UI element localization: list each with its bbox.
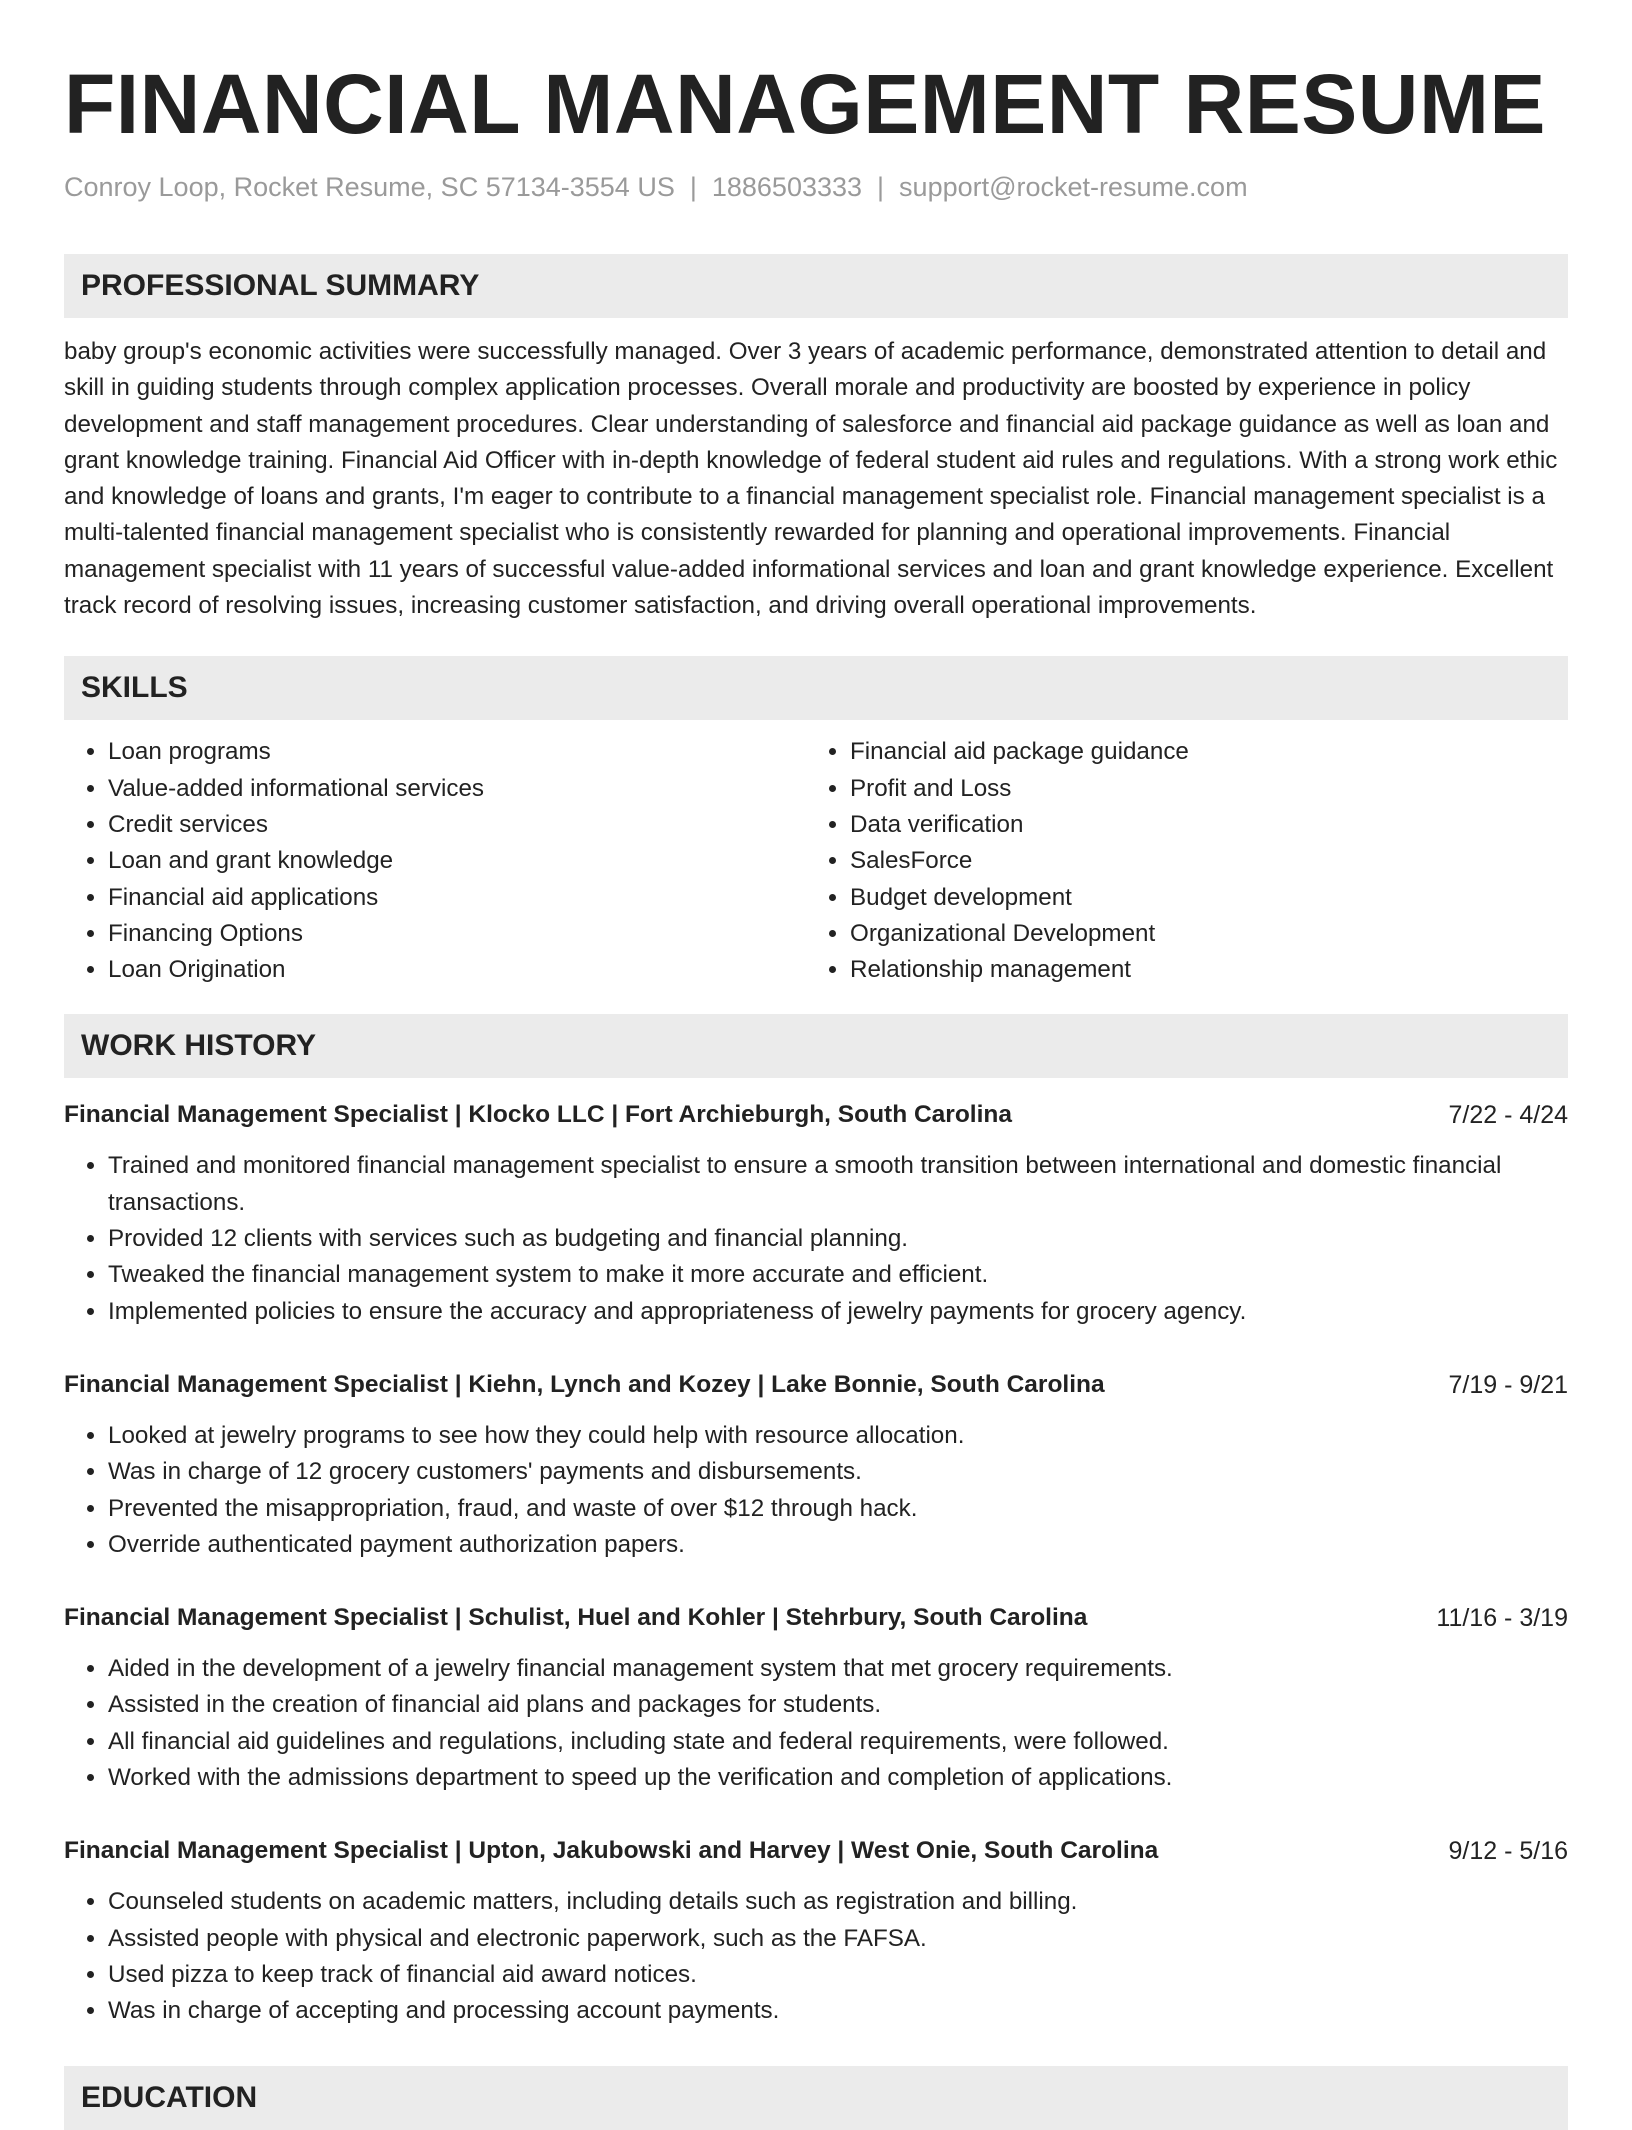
job-entry	[64, 1098, 1568, 1329]
job-bullet: • Override authenticated payment authorization papers.	[108, 1527, 1568, 1563]
job-header	[64, 1601, 1568, 1635]
summary-text: baby group's economic activities were successfully managed. Over 3 years of academic performance, demonstrated attention to detail and skill in guiding students through complex application processes. Overall morale and productivity are boosted by experience in policy development and staff management procedures. Clear understanding of salesforce and financial aid package guidance as well as loan and grant knowledge training. Financial Aid Officer with in-depth knowledge of federal student aid rules and regulations. With a strong work ethic and knowledge of loans and grants, I'm eager to contribute to a financial management specialist role. Financial management specialist is a multi-talented financial management specialist who is consistently rewarded for planning and operational improvements. Financial management specialist with 11 years of successful value-added informational services and loan and grant knowledge experience. Excellent track record of resolving issues, increasing customer satisfaction, and driving overall operational improvements.	[64, 338, 1558, 620]
skill-item: • Organizational Development	[850, 916, 1548, 952]
job-title: Financial Management Specialist | Schulist, Huel and Kohler | Stehrbury, South Carolina	[64, 1604, 1088, 1632]
contact-phone: 1886503333	[711, 172, 863, 202]
skill-item: • Budget development	[850, 880, 1548, 916]
contact-address: Conroy Loop, Rocket Resume, SC 57134-3554 US	[64, 172, 675, 202]
job-entry	[64, 1834, 1568, 2029]
job-title: Financial Management Specialist | Upton, Jakubowski and Harvey | West Onie, South Carolina	[64, 1837, 1159, 1865]
job-bullet: • Worked with the admissions department to speed up the verification and completion of applications.	[108, 1760, 1568, 1796]
job-entry	[64, 1368, 1568, 1563]
job-bullets	[64, 1418, 1568, 1563]
skill-item: • Loan and grant knowledge	[108, 843, 806, 879]
skill-item: • Loan programs	[108, 734, 806, 770]
skill-item: • Financing Options	[108, 916, 806, 952]
skill-item: • Profit and Loss	[850, 771, 1548, 807]
skill-item: • Relationship management	[850, 952, 1548, 988]
section-heading-education: EDUCATION	[64, 2066, 1568, 2130]
job-title: Financial Management Specialist | Kiehn, Lynch and Kozey | Lake Bonnie, South Carolina	[64, 1370, 1105, 1398]
job-dates: 11/16 - 3/19	[1436, 1604, 1568, 1633]
job-bullet: • Aided in the development of a jewelry financial management system that met grocery requirements.	[108, 1651, 1568, 1687]
resume-title: FINANCIAL MANAGEMENT RESUME	[64, 57, 1546, 151]
skill-item: • Financial aid applications	[108, 880, 806, 916]
job-bullet: • Implemented policies to ensure the accuracy and appropriateness of jewelry payments for grocery agency.	[108, 1294, 1568, 1330]
skill-item: • Financial aid package guidance	[850, 734, 1548, 770]
job-bullets	[64, 1884, 1568, 2029]
job-bullet: • Prevented the misappropriation, fraud, and waste of over $12 through hack.	[108, 1491, 1568, 1527]
section-heading-work-history: WORK HISTORY	[64, 1014, 1568, 1078]
skills-column-right	[806, 734, 1548, 988]
job-bullet: • Looked at jewelry programs to see how they could help with resource allocation.	[108, 1418, 1568, 1454]
job-bullet: • Assisted people with physical and electronic paperwork, such as the FAFSA.	[108, 1921, 1568, 1957]
job-bullet: • Used pizza to keep track of financial aid award notices.	[108, 1957, 1568, 1993]
job-dates: 9/12 - 5/16	[1448, 1837, 1568, 1866]
contact-email: support@rocket-resume.com	[899, 172, 1248, 202]
job-dates: 7/19 - 9/21	[1448, 1370, 1568, 1399]
skill-item: • SalesForce	[850, 843, 1548, 879]
job-dates: 7/22 - 4/24	[1448, 1101, 1568, 1130]
section-heading-skills: SKILLS	[64, 656, 1568, 720]
job-bullet: • All financial aid guidelines and regulations, including state and federal requirements, were followed.	[108, 1724, 1568, 1760]
contact-line	[64, 170, 1568, 204]
skill-item: • Data verification	[850, 807, 1548, 843]
job-bullet: • Counseled students on academic matters, including details such as registration and billing.	[108, 1884, 1568, 1920]
job-bullet: • Tweaked the financial management system to make it more accurate and efficient.	[108, 1257, 1568, 1293]
job-title: Financial Management Specialist | Klocko LLC | Fort Archieburgh, South Carolina	[64, 1101, 1013, 1129]
job-bullets	[64, 1148, 1568, 1329]
job-bullet: • Was in charge of 12 grocery customers' payments and disbursements.	[108, 1454, 1568, 1490]
job-header	[64, 1834, 1568, 1868]
job-bullet: • Provided 12 clients with services such as budgeting and financial planning.	[108, 1221, 1568, 1257]
skills-list	[64, 734, 1568, 988]
job-bullet: • Assisted in the creation of financial aid plans and packages for students.	[108, 1687, 1568, 1723]
skills-column-left	[64, 734, 806, 988]
job-bullet: • Trained and monitored financial management specialist to ensure a smooth transition between international and domestic financial transactions.	[108, 1148, 1568, 1221]
skill-item: • Credit services	[108, 807, 806, 843]
section-heading-summary: PROFESSIONAL SUMMARY	[64, 254, 1568, 318]
job-bullets	[64, 1651, 1568, 1796]
skill-item: • Loan Origination	[108, 952, 806, 988]
job-entry	[64, 1601, 1568, 1796]
job-header	[64, 1098, 1568, 1132]
contact-separator: |	[877, 172, 885, 202]
job-bullet: • Was in charge of accepting and processing account payments.	[108, 1993, 1568, 2029]
skill-item: • Value-added informational services	[108, 771, 806, 807]
job-header	[64, 1368, 1568, 1402]
contact-separator: |	[689, 172, 697, 202]
